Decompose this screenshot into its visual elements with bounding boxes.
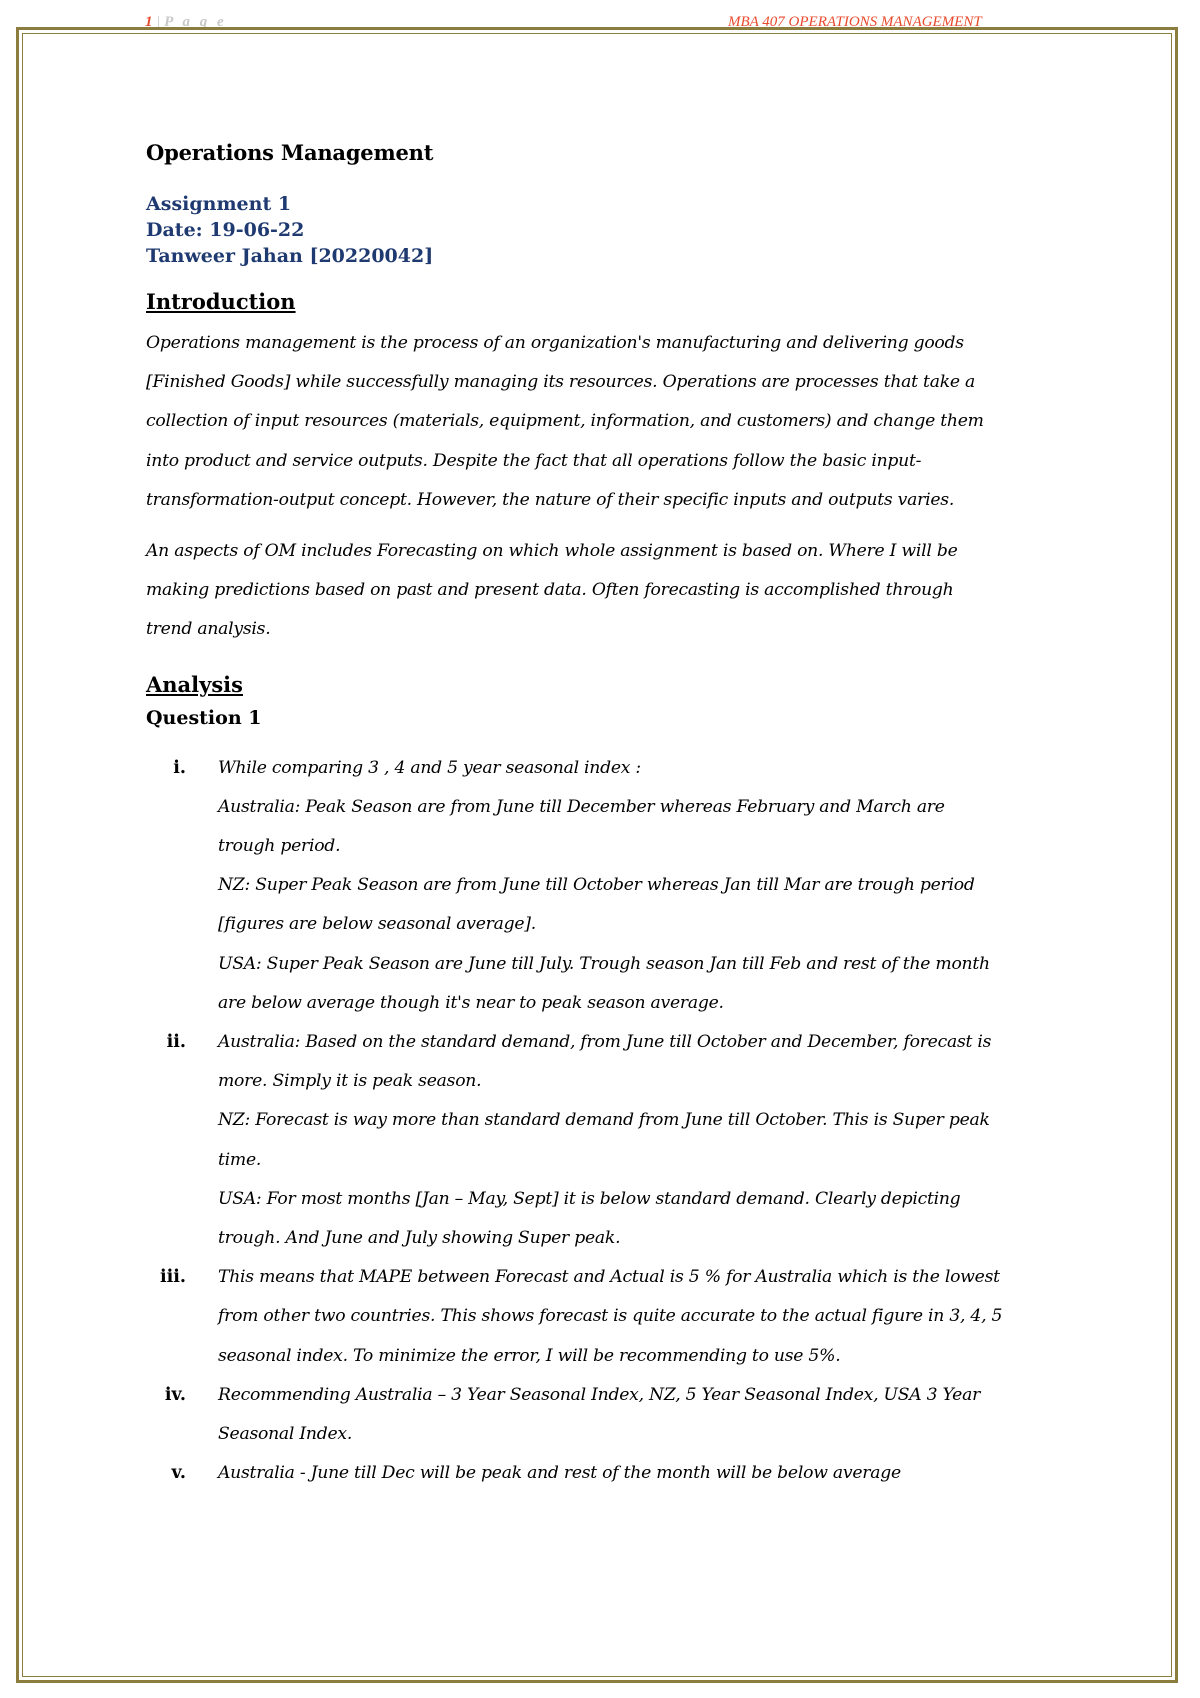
text-line: making predictions based on past and present data. Often forecasting is accomplished through <box>146 580 954 601</box>
text-line: are below average though it's near to peak season average. <box>218 992 724 1013</box>
text-line: Seasonal Index. <box>218 1424 353 1445</box>
text-line: transformation-output concept. However, the nature of their specific inputs and outputs varies. <box>146 489 955 510</box>
text-line: more. Simply it is peak season. <box>218 1071 482 1092</box>
text-line: trend analysis. <box>146 619 271 640</box>
introduction-paragraph-1 <box>146 324 1066 520</box>
list-item <box>146 1258 1066 1376</box>
list-item-number: ii. <box>166 1032 186 1053</box>
text-line: USA: For most months [Jan – May, Sept] it is below standard demand. Clearly depicting <box>218 1188 961 1209</box>
list-item-number: iii. <box>159 1267 186 1288</box>
introduction-paragraph-2 <box>146 532 1066 650</box>
text-line: Recommending Australia – 3 Year Seasonal Index, NZ, 5 Year Seasonal Index, USA 3 Year <box>218 1384 981 1405</box>
text-line: time. <box>218 1149 262 1170</box>
page-number-value: 1 <box>145 14 153 30</box>
assignment-date: Date: 19-06-22 <box>146 219 305 241</box>
list-item-number: v. <box>171 1463 186 1484</box>
text-line: USA: Super Peak Season are June till July. Trough season Jan till Feb and rest of the month <box>218 953 990 974</box>
text-line: Australia: Based on the standard demand, from June till October and December, forecast is <box>218 1032 992 1053</box>
text-line: from other two countries. This shows forecast is quite accurate to the actual figure in 3, 4, 5 <box>218 1306 1003 1327</box>
document-body <box>146 140 1066 1493</box>
document-title: Operations Management <box>146 140 434 165</box>
text-line: Australia - June till Dec will be peak and rest of the month will be below average <box>218 1463 901 1484</box>
introduction-heading: Introduction <box>146 289 296 314</box>
assignment-meta <box>146 191 1066 269</box>
text-line: While comparing 3 , 4 and 5 year seasonal index : <box>218 757 641 778</box>
text-line: An aspects of OM includes Forecasting on which whole assignment is based on. Where I will be <box>146 541 958 562</box>
list-item <box>146 1376 1066 1454</box>
list-item <box>146 1023 1066 1258</box>
text-line: Australia: Peak Season are from June till December whereas February and March are <box>218 796 945 817</box>
text-line: trough. And June and July showing Super peak. <box>218 1228 621 1249</box>
text-line: [figures are below seasonal average]. <box>218 914 536 935</box>
answer-list <box>146 749 1066 1494</box>
course-header: MBA 407 OPERATIONS MANAGEMENT <box>728 14 982 30</box>
text-line: into product and service outputs. Despite the fact that all operations follow the basic input- <box>146 450 922 471</box>
text-line: This means that MAPE between Forecast and Actual is 5 % for Australia which is the lowest <box>218 1267 1000 1288</box>
text-line: NZ: Forecast is way more than standard demand from June till October. This is Super peak <box>218 1110 990 1131</box>
page-separator: | <box>156 14 161 30</box>
text-line: trough period. <box>218 836 341 857</box>
analysis-heading: Analysis <box>146 671 243 697</box>
text-line: Operations management is the process of an organization's manufacturing and delivering goods <box>146 333 964 353</box>
assignment-label: Assignment 1 <box>146 193 292 215</box>
list-item <box>146 749 1066 1023</box>
question-heading: Question 1 <box>146 706 262 729</box>
text-line: seasonal index. To minimize the error, I will be recommending to use 5%. <box>218 1345 841 1366</box>
text-line: collection of input resources (materials, equipment, information, and customers) and change them <box>146 411 984 432</box>
assignment-author: Tanweer Jahan [20220042] <box>146 245 434 267</box>
list-item <box>146 1454 1066 1493</box>
text-line: [Finished Goods] while successfully managing its resources. Operations are processes that take a <box>146 372 976 393</box>
page-word: P a g e <box>164 14 227 30</box>
text-line: NZ: Super Peak Season are from June till October whereas Jan till Mar are trough period <box>218 875 975 896</box>
list-item-number: iv. <box>164 1384 186 1405</box>
list-item-number: i. <box>173 757 186 778</box>
